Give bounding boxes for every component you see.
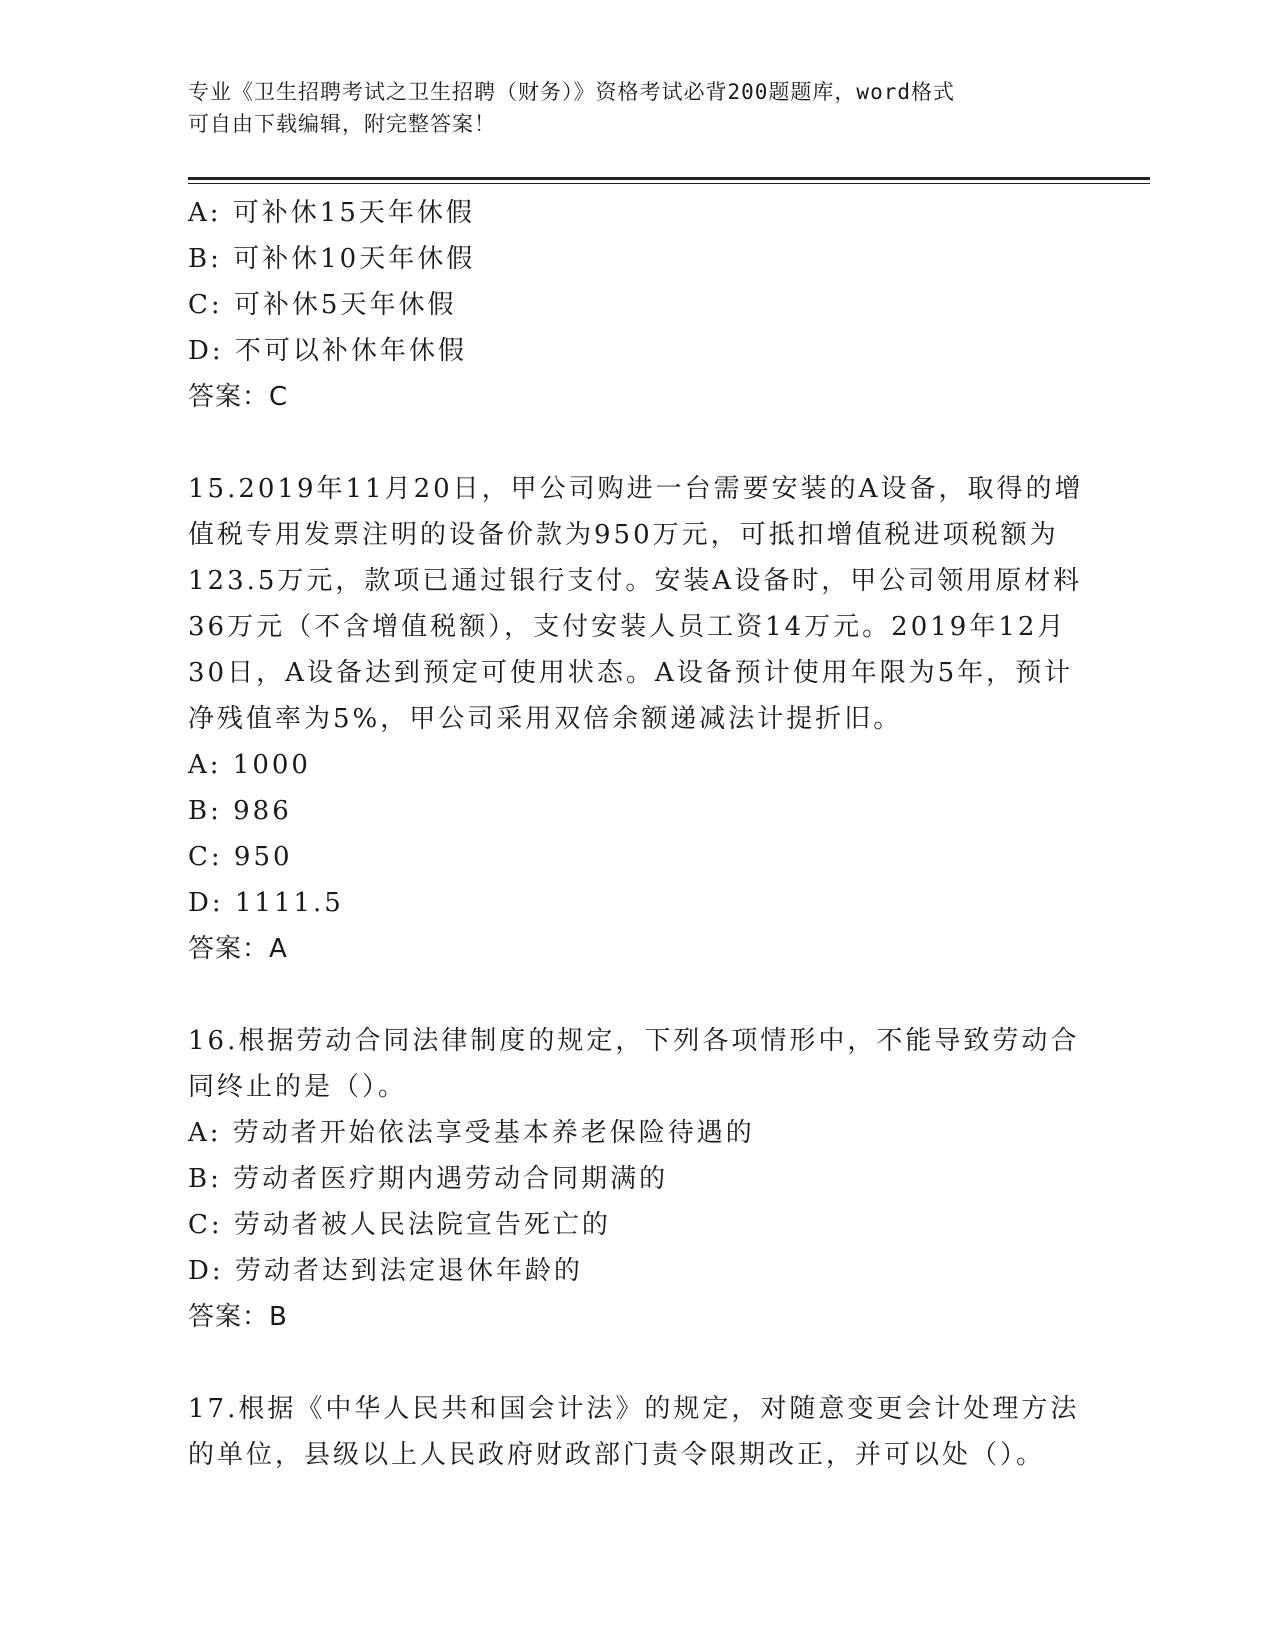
- question-text-line: 净残值率为5%，甲公司采用双倍余额递减法计提折旧。: [188, 704, 903, 734]
- option-d: D: 1111.5: [188, 888, 344, 918]
- option-a: A: 可补休15天年休假: [188, 198, 475, 228]
- spacer: [188, 1340, 1088, 1386]
- answer-line: 答案：C: [188, 382, 289, 412]
- question-text-line: 同终止的是（）。: [188, 1072, 408, 1102]
- answer-line: 答案：A: [188, 934, 288, 964]
- question-content: [188, 190, 1088, 1478]
- question-17: [188, 1386, 1088, 1478]
- option-d: D: 劳动者达到法定退休年龄的: [188, 1256, 583, 1286]
- question-text-line: 17.根据《中华人民共和国会计法》的规定，对随意变更会计处理方法: [188, 1394, 1080, 1424]
- option-a: A: 劳动者开始依法享受基本养老保险待遇的: [188, 1118, 755, 1148]
- question-text-line: 36万元（不含增值税额），支付安装人员工资14万元。2019年12月: [188, 612, 1067, 642]
- option-b: B: 986: [188, 796, 292, 826]
- option-c: C: 劳动者被人民法院宣告死亡的: [188, 1210, 611, 1240]
- header-rule-thick: [188, 177, 1150, 180]
- question-text-line: 15.2019年11月20日，甲公司购进一台需要安装的A设备，取得的增: [188, 474, 1084, 504]
- option-c: C: 可补休5天年休假: [188, 290, 457, 320]
- spacer: [188, 420, 1088, 466]
- question-text-line: 123.5万元，款项已通过银行支付。安装A设备时，甲公司领用原材料: [188, 566, 1083, 596]
- question-14-tail: [188, 190, 1088, 420]
- header-line-2: 可自由下载编辑，附完整答案！: [188, 112, 496, 136]
- question-16: [188, 1018, 1088, 1340]
- option-d: D: 不可以补休年休假: [188, 336, 467, 366]
- question-text-line: 值税专用发票注明的设备价款为950万元，可抵扣增值税进项税额为: [188, 520, 1059, 550]
- option-c: C: 950: [188, 842, 293, 872]
- question-text-line: 16.根据劳动合同法律制度的规定，下列各项情形中，不能导致劳动合: [188, 1026, 1080, 1056]
- header-rule-thin: [188, 183, 1150, 184]
- header-line-1: 专业《卫生招聘考试之卫生招聘（财务）》资格考试必背200题题库，word格式: [188, 80, 955, 104]
- spacer: [188, 972, 1088, 1018]
- document-header: [188, 76, 1088, 140]
- answer-line: 答案：B: [188, 1302, 288, 1332]
- option-a: A: 1000: [188, 750, 311, 780]
- question-15: [188, 466, 1088, 972]
- question-text-line: 30日，A设备达到预定可使用状态。A设备预计使用年限为5年，预计: [188, 658, 1074, 688]
- option-b: B: 劳动者医疗期内遇劳动合同期满的: [188, 1164, 669, 1194]
- option-b: B: 可补休10天年休假: [188, 244, 476, 274]
- question-text-line: 的单位，县级以上人民政府财政部门责令限期改正，并可以处（）。: [188, 1440, 1046, 1470]
